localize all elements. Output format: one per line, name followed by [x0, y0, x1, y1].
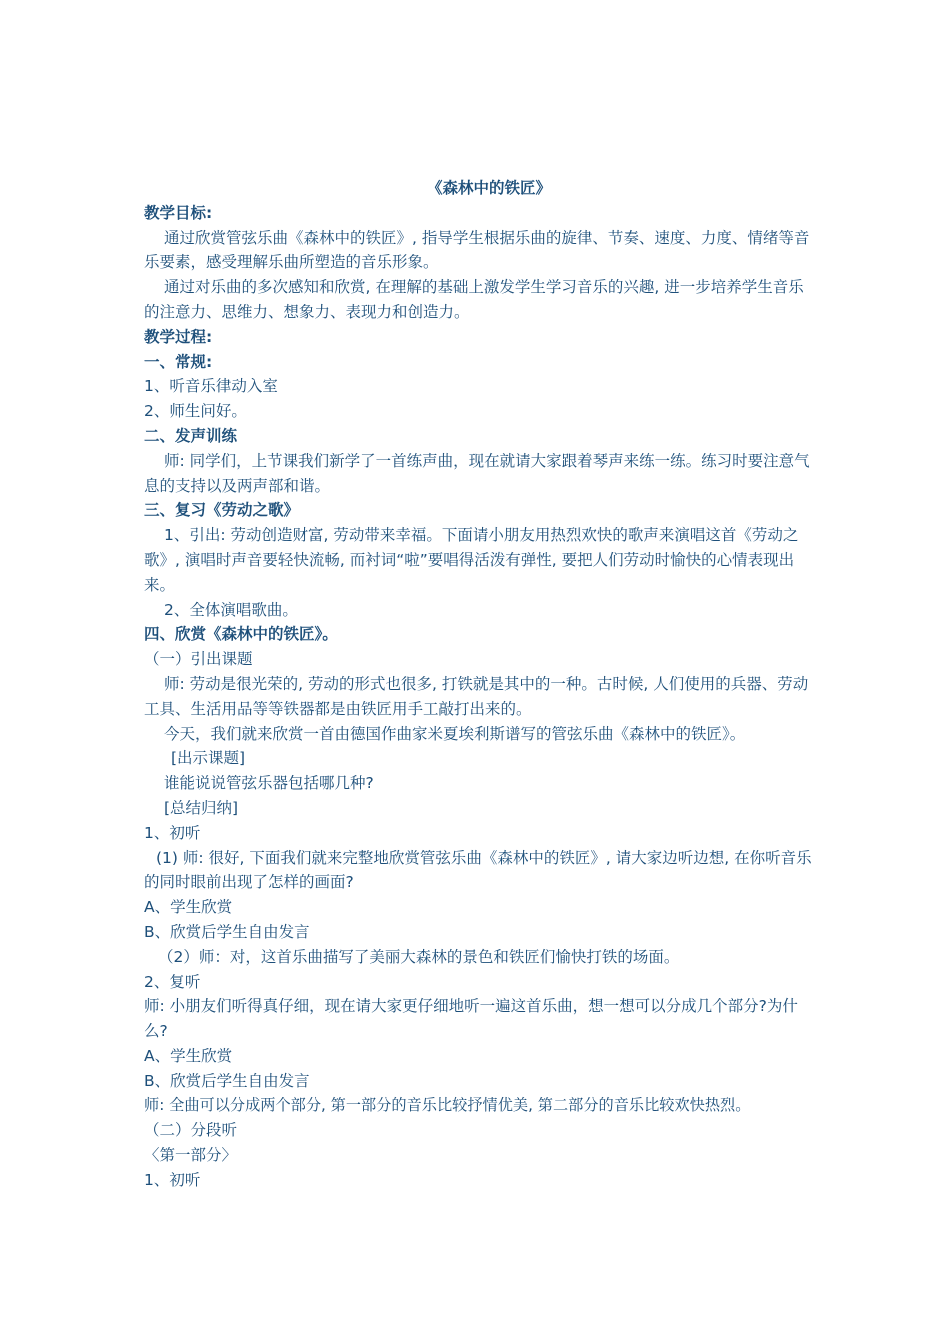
section-3-item-1: 1、引出: 劳动创造财富, 劳动带来幸福。下面请小朋友用热烈欢快的歌声来演唱这首《劳动之歌》, 演唱时声音要轻快流畅, 而衬词“啦”要唱得活泼有弹性, 要把人们劳动时愉快的心情表现出来。 [144, 526, 799, 594]
process-heading: 教学过程: [144, 327, 213, 346]
section-1-item-1: 1、听音乐律动入室 [144, 377, 278, 396]
document-body [144, 176, 814, 1193]
section-2-paragraph: 师: 同学们，上节课我们新学了一首练声曲，现在就请大家跟着琴声来练一练。练习时要注意气息的支持以及两声部和谐。 [144, 451, 810, 495]
goals-heading: 教学目标: [144, 203, 213, 222]
section-1-heading: 一、常规: [144, 352, 213, 371]
listen-2-step-b: B、欣赏后学生自由发言 [144, 1071, 310, 1090]
section-4-subheading-2: （二）分段听 [144, 1121, 238, 1140]
listen-2-conclusion: 师: 全曲可以分成两个部分, 第一部分的音乐比较抒情优美, 第二部分的音乐比较欢快热烈。 [144, 1096, 751, 1115]
section-2-heading: 二、发声训练 [144, 426, 238, 445]
section-4-heading: 四、欣赏《森林中的铁匠》。 [144, 625, 338, 644]
listen-1-step-b: B、欣赏后学生自由发言 [144, 922, 310, 941]
section-3-heading: 三、复习《劳动之歌》 [144, 501, 300, 520]
section-4-paragraph-2: 今天，我们就来欣赏一首由德国作曲家米夏埃利斯谱写的管弦乐曲《森林中的铁匠》。 [164, 724, 746, 743]
listen-1-heading: 1、初听 [144, 823, 201, 842]
goal-paragraph-1: 通过欣赏管弦乐曲《森林中的铁匠》, 指导学生根据乐曲的旋律、节奏、速度、力度、情绪等音乐要素，感受理解乐曲所塑造的音乐形象。 [144, 228, 810, 272]
section-4-paragraph-1: 师: 劳动是很光荣的, 劳动的形式也很多, 打铁就是其中的一种。古时候, 人们使用的兵器、劳动工具、生活用品等等铁器都是由铁匠用手工敲打出来的。 [144, 674, 809, 718]
section-4-subheading-1: （一）引出课题 [144, 650, 253, 669]
goal-paragraph-2: 通过对乐曲的多次感知和欣赏, 在理解的基础上激发学生学习音乐的兴趣, 进一步培养学生音乐的注意力、思维力、想象力、表现力和创造力。 [144, 278, 804, 321]
listen-1-step-a: A、学生欣赏 [144, 898, 233, 917]
section-1-item-2: 2、师生问好。 [144, 402, 247, 421]
listen-2-question: 师: 小朋友们听得真仔细，现在请大家更仔细地听一遍这首乐曲，想一想可以分成几个部分?为什么? [144, 997, 798, 1041]
section-4-show-topic: [出示课题] [171, 749, 246, 768]
part-1-heading: 〈第一部分〉 [144, 1146, 238, 1165]
section-4-question: 谁能说说管弦乐器包括哪几种? [164, 774, 374, 793]
section-4-summary: [总结归纳] [164, 798, 239, 817]
listen-1-step-1: (1) 师: 很好, 下面我们就来完整地欣赏管弦乐曲《森林中的铁匠》, 请大家边听边想, 在你听音乐的同时眼前出现了怎样的画面? [144, 848, 812, 892]
section-3-item-2: 2、全体演唱歌曲。 [164, 600, 298, 619]
listen-1-step-2: （2）师：对，这首乐曲描写了美丽大森林的景色和铁匠们愉快打铁的场面。 [158, 947, 680, 966]
document-title: 《森林中的铁匠》 [426, 179, 551, 197]
listen-2-step-a: A、学生欣赏 [144, 1046, 233, 1065]
listen-2-heading: 2、复听 [144, 972, 201, 991]
part-1-listen: 1、初听 [144, 1170, 201, 1189]
